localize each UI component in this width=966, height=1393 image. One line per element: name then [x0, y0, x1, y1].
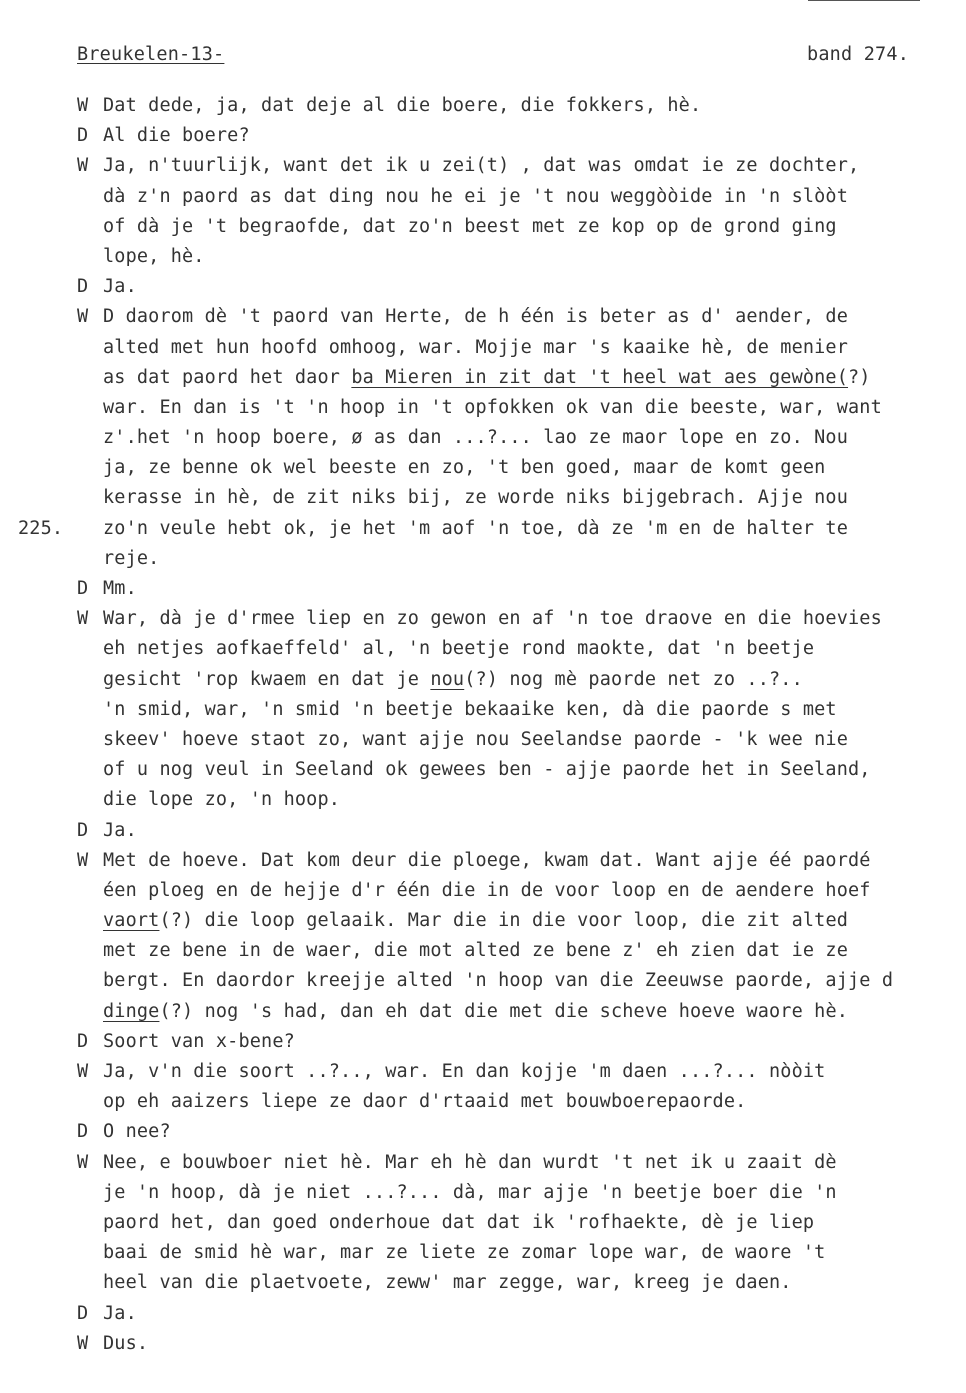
transcript-line: [0, 665, 966, 695]
line-text: [103, 665, 803, 695]
line-text: [103, 936, 848, 966]
text-segment: Ja.: [103, 819, 137, 841]
line-text: [103, 1268, 792, 1298]
line-text: [103, 1178, 837, 1208]
speaker-label: W: [77, 849, 89, 871]
line-text: [103, 121, 250, 151]
text-segment: Soort van x-bene?: [103, 1030, 295, 1052]
text-segment: lope, hè.: [103, 245, 205, 267]
transcript-line: [0, 453, 966, 483]
transcript-line: [0, 1268, 966, 1298]
underlined-segment: ba Mieren in zit dat 't heel wat aes gewòne(: [351, 366, 849, 388]
text-segment: War, dà je d'rmee liep en zo gewon en af 'n toe draove en die hoevies: [103, 608, 882, 630]
transcript-line: [0, 997, 966, 1027]
line-text: [103, 1238, 825, 1268]
underlined-segment: dinge: [103, 1000, 160, 1022]
transcript-line: [0, 121, 966, 151]
text-segment: z'.het 'n hoop boere, ø as dan ...?... lao ze maor lope en zo. Nou: [103, 427, 849, 449]
text-segment: Dus.: [103, 1332, 149, 1354]
transcript-line: [0, 363, 966, 393]
transcript-line: [0, 151, 966, 181]
speaker-label: D: [77, 578, 89, 599]
transcript-line: [0, 966, 966, 996]
top-rule: [808, 0, 920, 1]
line-text: [103, 453, 825, 483]
speaker-label: D: [77, 1030, 89, 1052]
line-text: [103, 604, 882, 634]
text-segment: ?): [848, 366, 871, 388]
text-segment: kerasse in hè, de zit niks bij, ze worde niks bijgebrach. Ajje nou: [103, 487, 849, 509]
line-text: [103, 151, 859, 181]
line-text: [103, 816, 137, 846]
speaker-label: W: [77, 306, 89, 328]
text-segment: dà z'n paord as dat ding nou he ei je 't nou weggòòide in 'n slòòt: [103, 185, 849, 207]
transcript-line: [0, 1027, 966, 1057]
line-text: [103, 725, 848, 755]
line-text: [103, 272, 137, 302]
line-text: [103, 1208, 814, 1238]
text-segment: je 'n hoop, dà je niet ...?... dà, mar ajje 'n beetje boer die 'n: [103, 1181, 837, 1203]
underlined-segment: nou: [430, 668, 465, 690]
underlined-segment: vaort: [103, 910, 160, 932]
transcript-line: [0, 483, 966, 513]
line-text: [103, 906, 848, 936]
page-header-title: Breukelen-13-: [77, 44, 225, 65]
transcript-line: [0, 91, 966, 121]
text-segment: op eh aaizers liepe ze daor d'rtaaid met bouwboerepaorde.: [103, 1091, 747, 1113]
text-segment: of dà je 't begraofde, dat zo'n beest met ze kop op de grond ging: [103, 215, 837, 237]
text-segment: ja, ze benne ok wel beeste en zo, 't ben goed, maar de komt geen: [103, 457, 826, 479]
line-text: [103, 1329, 148, 1359]
transcript-line: [0, 393, 966, 423]
transcript-line: [0, 846, 966, 876]
text-segment: zo'n veule hebt ok, je het 'm aof 'n toe, dà ze 'm en de halter te: [103, 517, 849, 539]
line-text: [103, 363, 871, 393]
line-text: [103, 544, 159, 574]
line-text: [103, 393, 882, 423]
text-segment: éen ploeg en de hejje d'r één die in de voor loop en de aendere hoef: [103, 879, 871, 901]
transcript-line: [0, 544, 966, 574]
text-segment: heel van die plaetvoete, zeww' mar zegge, war, kreeg je daen.: [103, 1272, 792, 1294]
text-segment: alted met hun hoofd omhoog, war. Mojje mar 's kaaike hè, de menier: [103, 336, 849, 358]
line-text: [103, 1087, 746, 1117]
text-segment: Nee, e bouwboer niet hè. Mar eh hè dan wurdt 't net ik u zaait dè: [103, 1151, 837, 1173]
line-text: [103, 423, 848, 453]
transcript-line: [0, 212, 966, 242]
transcript-line: [0, 1238, 966, 1268]
transcript-line: [0, 906, 966, 936]
line-text: [103, 91, 701, 121]
line-text: [103, 514, 848, 544]
text-segment: Ja, v'n die soort ..?.., war. En dan kojje 'm daen ...?... nòòit: [103, 1061, 826, 1082]
transcript-line: [0, 242, 966, 272]
transcript-line: [0, 1178, 966, 1208]
line-text: [103, 1027, 295, 1057]
line-text: [103, 1057, 825, 1087]
transcript-line: [0, 272, 966, 302]
speaker-label: W: [77, 95, 89, 116]
transcript-line: [0, 1117, 966, 1147]
speaker-label: W: [77, 608, 89, 630]
transcript-line: [0, 755, 966, 785]
text-segment: D daorom dè 't paord van Herte, de h één is beter as d' aender, de: [103, 306, 849, 328]
text-segment: Mm.: [103, 578, 137, 599]
text-segment: Al die boere?: [103, 125, 250, 147]
speaker-label: W: [77, 1332, 89, 1354]
text-segment: Met de hoeve. Dat kom deur die ploege, kwam dat. Want ajje éé paordé: [103, 849, 871, 871]
transcript-line: [0, 816, 966, 846]
line-text: [103, 302, 848, 332]
text-segment: war. En dan is 't 'n hoop in 't opfokken ok van die beeste, war, want: [103, 396, 882, 418]
line-text: [103, 483, 848, 513]
line-text: [103, 1148, 837, 1178]
text-segment: (?) die loop gelaaik. Mar die in die voor loop, die zit alted: [159, 910, 849, 932]
transcript-line: [0, 695, 966, 725]
transcript-line: [0, 302, 966, 332]
text-segment: met ze bene in de waer, die mot alted ze bene z' eh zien dat ie ze: [103, 940, 849, 962]
line-text: [103, 846, 871, 876]
transcript-line: [0, 574, 966, 604]
transcript-line: [0, 1087, 966, 1117]
text-segment: Ja.: [103, 1302, 137, 1324]
speaker-label: D: [77, 276, 89, 298]
line-text: [103, 182, 848, 212]
text-segment: Ja, n'tuurlijk, want det ik u zei(t) , dat was omdat ie ze dochter,: [103, 155, 860, 177]
text-segment: die lope zo, 'n hoop.: [103, 789, 341, 811]
line-text: [103, 966, 893, 996]
text-segment: 'n smid, war, 'n smid 'n beetje bekaaike ken, dà die paorde s met: [103, 698, 837, 720]
line-text: [103, 755, 871, 785]
text-segment: skeev' hoeve staot zo, want ajje nou Seelandse paorde - 'k wee nie: [103, 728, 849, 750]
text-segment: of u nog veul in Seeland ok gewees ben - ajje paorde het in Seeland,: [103, 759, 871, 781]
transcript-line: [0, 1057, 966, 1087]
line-text: [103, 1299, 137, 1329]
line-text: [103, 1117, 171, 1147]
text-segment: (?) nog 's had, dan eh dat die met die scheve hoeve waore hè.: [159, 1000, 849, 1022]
speaker-label: D: [77, 1121, 89, 1143]
line-text: [103, 574, 137, 604]
transcript-body: [0, 91, 966, 1359]
transcript-line: [0, 634, 966, 664]
text-segment: (?) nog mè paorde net zo ..?..: [464, 668, 803, 690]
text-segment: Ja.: [103, 276, 137, 298]
transcript-line: [0, 936, 966, 966]
transcript-line: [0, 333, 966, 363]
transcript-line: [0, 1208, 966, 1238]
speaker-label: W: [77, 155, 89, 177]
text-segment: gesicht 'rop kwaem en dat je: [103, 668, 431, 690]
text-segment: paord het, dan goed onderhoue dat dat ik 'rofhaekte, dè je liep: [103, 1211, 815, 1233]
text-segment: bergt. En daordor kreejje alted 'n hoop van die Zeeuwse paorde, ajje d: [103, 970, 894, 992]
line-text: [103, 997, 848, 1027]
text-segment: eh netjes aofkaeffeld' al, 'n beetje rond maokte, dat 'n beetje: [103, 638, 815, 660]
line-text: [103, 333, 848, 363]
transcript-line: [0, 876, 966, 906]
transcript-line: [0, 1148, 966, 1178]
transcript-line: [0, 1329, 966, 1359]
speaker-label: W: [77, 1061, 89, 1082]
line-text: [103, 785, 340, 815]
speaker-label: D: [77, 125, 89, 147]
margin-counter: 225.: [18, 517, 64, 539]
transcript-line: [0, 423, 966, 453]
transcript-line: [0, 1299, 966, 1329]
transcript-line: [0, 725, 966, 755]
line-text: [103, 634, 814, 664]
speaker-label: D: [77, 819, 89, 841]
line-text: [103, 212, 837, 242]
speaker-label: W: [77, 1151, 89, 1173]
text-segment: as dat paord het daor: [103, 366, 352, 388]
text-segment: O nee?: [103, 1121, 171, 1143]
text-segment: baai de smid hè war, mar ze liete ze zomar lope war, de waore 't: [103, 1242, 826, 1264]
transcript-line: [0, 182, 966, 212]
speaker-label: D: [77, 1302, 89, 1324]
page-header-tape: band 274.: [807, 44, 910, 65]
line-text: [103, 695, 837, 725]
text-segment: Dat dede, ja, dat deje al die boere, die fokkers, hè.: [103, 95, 702, 116]
transcript-line: [0, 785, 966, 815]
line-text: [103, 242, 205, 272]
line-text: [103, 876, 871, 906]
transcript-line: [0, 604, 966, 634]
text-segment: reje.: [103, 547, 160, 569]
transcript-line: [0, 514, 966, 544]
